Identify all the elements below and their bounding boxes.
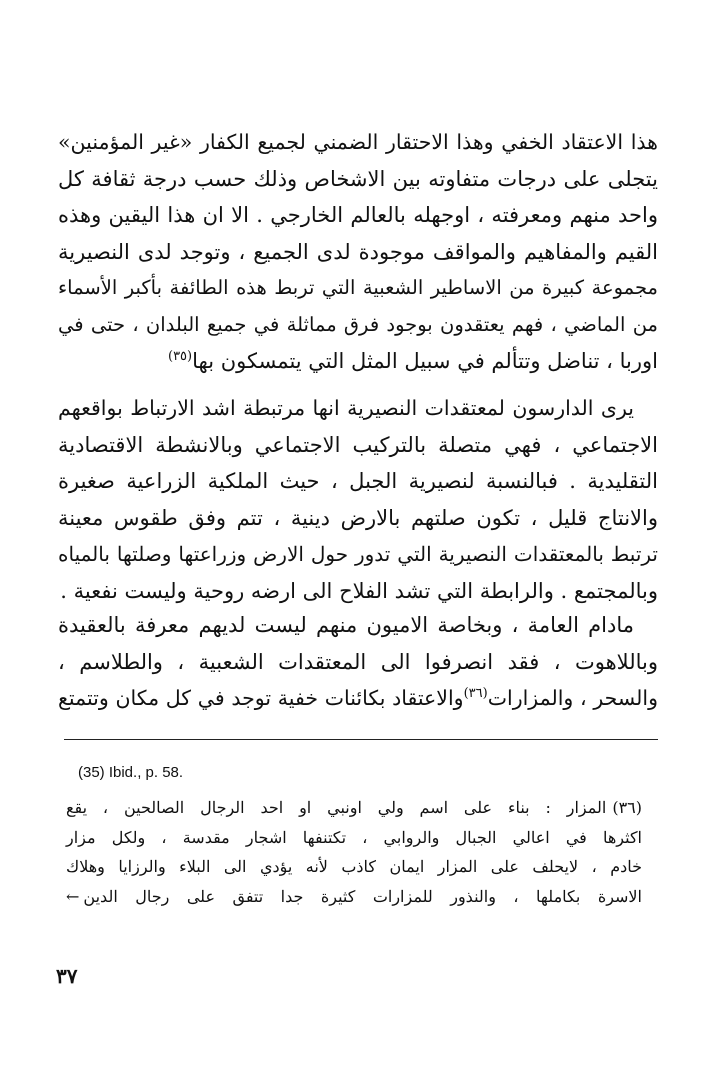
text-line: الاجتماعي ، فهي متصلة بالتركيب الاجتماعي وبالانشطة الاقتصادية [58, 432, 658, 457]
text-line: مادام العامة ، وبخاصة الاميون منهم ليست لديهم معرفة بالعقيدة [58, 613, 634, 637]
footnote-text: الاسرة بكاملها ، والنذور للمزارات كثيرة جدا تتفق على رجال الدين [83, 886, 642, 906]
text-line: يرى الدارسون لمعتقدات النصيرية انها مرتبطة اشد الارتباط بواقعهم [58, 396, 634, 420]
text-line-body: اوربا ، تناضل وتتألم في سبيل المثل التي يتمسكون بها [192, 349, 658, 373]
paragraph-2 [58, 390, 658, 609]
text-line: مجموعة كبيرة من الاساطير الشعبية التي تربط هذه الطائفة بأكبر الأسماء [58, 276, 658, 299]
footnote-line: اكثرها في اعالي الجبال والروابي ، تكتنفها اشجار مقدسة ، ولكل مزار [66, 827, 642, 847]
text-line [58, 680, 658, 717]
footnote-ref-35[interactable]: (٣٥) [167, 349, 193, 364]
text-line: يتجلى على درجات متفاوته بين الاشخاص وذلك حسب درجة ثقافة كل [58, 166, 658, 191]
text-line: وباللاهوت ، فقد انصرفوا الى المعتقدات الشعبية ، والطلاسم ، [58, 649, 658, 674]
footnote-line: خادم ، لايحلف على المزار ايمان كاذب لأنه يؤدي الى البلاء والرزايا وهلاك [66, 857, 642, 876]
text-line: التقليدية . فبالنسبة لنصيرية الجبل ، حيث الملكية الزراعية صغيرة [58, 469, 658, 493]
page-number: ٣٧ [56, 964, 78, 988]
text-line [58, 343, 658, 380]
text-line: القيم والمفاهيم والمواقف موجودة لدى الجميع ، وتوجد لدى النصيرية [58, 239, 658, 264]
text-line: من الماضي ، فهم يعتقدون بوجود فرق مماثلة في جميع البلدان ، حتى في [58, 312, 658, 336]
footnote-text: المزار : بناء على اسم ولي اونبي او احد الرجال الصالحين ، يقع [66, 798, 607, 817]
footnote-35: (35) Ibid., p. 58. [78, 764, 184, 781]
text-line: هذا الاعتقاد الخفي وهذا الاحتقار الضمني لجميع الكفار «غير المؤمنين» [58, 130, 658, 154]
text-segment: والسحر ، والمزارات [487, 686, 659, 710]
paragraph-1 [58, 124, 658, 380]
paragraph-3 [58, 607, 658, 717]
text-line: ترتبط بالمعتقدات النصيرية التي تدور حول الارض وزراعتها وصلتها بالمياه [58, 542, 658, 566]
text-line: واحد منهم ومعرفته ، اوجهله بالعالم الخارجي . الا ان هذا اليقين وهذه [58, 203, 658, 227]
footnote-line [66, 882, 642, 912]
footnote-number: (٣٦) [612, 798, 642, 817]
text-segment: والاعتقاد بكائنات خفية توجد في كل مكان وتتمتع [58, 686, 464, 710]
footnote-36 [66, 793, 642, 911]
footnote-ref-36[interactable]: (٣٦) [463, 686, 488, 702]
footnote-line [66, 793, 642, 823]
text-line: والانتاج قليل ، تكون صلتهم بالارض دينية ، تتم وفق طقوس معينة [58, 505, 658, 530]
continuation-arrow-icon: ← [66, 886, 80, 906]
footnote-divider [64, 739, 658, 740]
text-line: وبالمجتمع . والرابطة التي تشد الفلاح الى ارضه روحية وليست نفعية . [60, 578, 658, 603]
